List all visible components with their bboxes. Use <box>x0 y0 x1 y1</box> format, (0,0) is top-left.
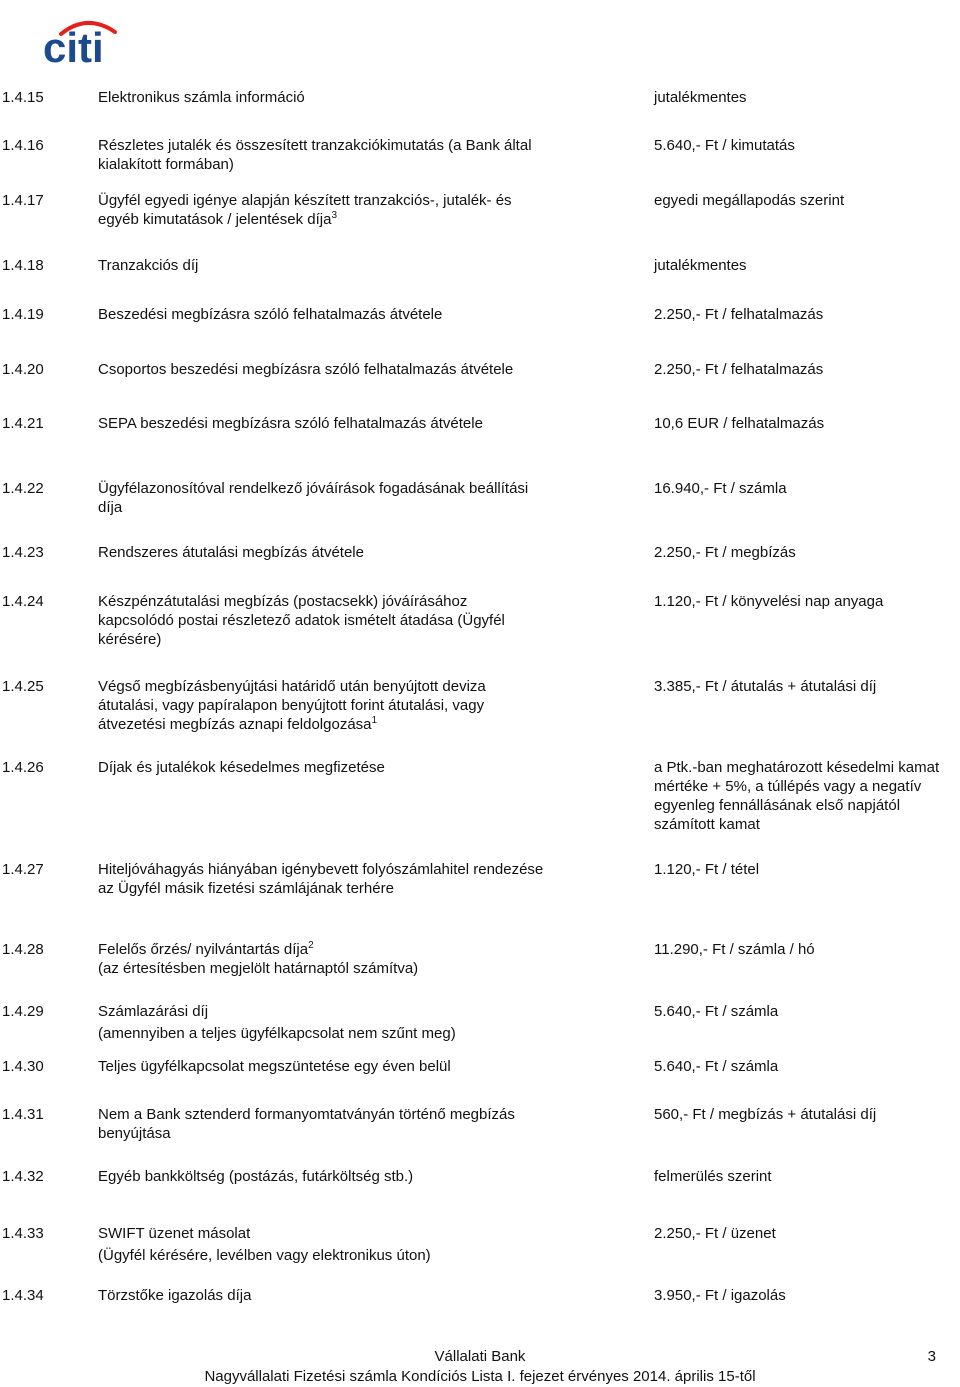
description-line: átvezetési megbízás aznapi feldolgozása <box>98 716 372 733</box>
item-fee <box>654 305 960 324</box>
item-fee <box>654 88 960 107</box>
description-line: Készpénzátutalási megbízás (postacsekk) jóváírásához <box>98 593 468 610</box>
item-description <box>98 136 578 174</box>
item-description <box>98 360 578 379</box>
description-line: (az értesítésben megjelölt határnaptól számítva) <box>98 960 419 977</box>
item-fee <box>654 1167 960 1186</box>
description-line: (amennyiben a teljes ügyfélkapcsolat nem szűnt meg) <box>98 1025 456 1042</box>
item-description <box>98 860 578 898</box>
item-number: 1.4.26 <box>2 759 44 776</box>
item-description <box>98 1224 578 1265</box>
item-fee <box>654 136 960 155</box>
item-description <box>98 758 578 777</box>
footer-page-number: 3 <box>927 1348 936 1365</box>
item-description <box>98 1167 578 1186</box>
fee-line: a Ptk.-ban meghatározott késedelmi kamat <box>654 759 940 776</box>
item-description <box>98 1057 578 1076</box>
item-number: 1.4.21 <box>2 415 44 432</box>
citi-logo-text: citi <box>43 24 104 64</box>
item-fee <box>654 1002 960 1021</box>
description-line: Végső megbízásbenyújtási határidő után benyújtott deviza <box>98 678 486 695</box>
fee-line: 11.290,- Ft / számla / hó <box>654 941 815 958</box>
item-number: 1.4.34 <box>2 1287 44 1304</box>
item-description <box>98 191 578 229</box>
fee-line: 10,6 EUR / felhatalmazás <box>654 415 825 432</box>
fee-line: 3.385,- Ft / átutalás + átutalási díj <box>654 678 877 695</box>
description-line: Hiteljóváhagyás hiányában igénybevett folyószámlahitel rendezése <box>98 861 544 878</box>
item-number: 1.4.18 <box>2 257 44 274</box>
item-fee <box>654 677 960 696</box>
footnote-mark: 3 <box>331 210 338 221</box>
fee-line: 5.640,- Ft / kimutatás <box>654 137 795 154</box>
item-description <box>98 305 578 324</box>
item-number: 1.4.19 <box>2 306 44 323</box>
fee-line: felmerülés szerint <box>654 1168 772 1185</box>
item-fee <box>654 543 960 562</box>
item-fee <box>654 360 960 379</box>
footer-document-title: Nagyvállalati Fizetési számla Kondíciós Lista I. fejezet érvényes 2014. április 15-től <box>204 1368 756 1385</box>
item-fee <box>654 1286 960 1305</box>
item-number: 1.4.27 <box>2 861 44 878</box>
item-description <box>98 1105 578 1143</box>
fee-line: 1.120,- Ft / tétel <box>654 861 760 878</box>
item-fee <box>654 1105 960 1124</box>
description-line: Felelős őrzés/ nyilvántartás díja <box>98 941 309 958</box>
item-fee <box>654 191 960 210</box>
item-number: 1.4.28 <box>2 941 44 958</box>
item-fee <box>654 256 960 275</box>
description-line: kapcsolódó postai részletező adatok ismételt átadása (Ügyfél <box>98 612 505 629</box>
description-line: díja <box>98 499 123 516</box>
item-number: 1.4.33 <box>2 1225 44 1242</box>
description-line: Tranzakciós díj <box>98 257 199 274</box>
item-description <box>98 479 578 517</box>
description-line: benyújtása <box>98 1125 171 1142</box>
citi-logo <box>43 12 121 64</box>
item-number: 1.4.32 <box>2 1168 44 1185</box>
description-line: SWIFT üzenet másolat <box>98 1225 251 1242</box>
item-fee <box>654 592 960 611</box>
item-description <box>98 1002 578 1043</box>
footer-bank-name: Vállalati Bank <box>434 1348 526 1365</box>
item-description <box>98 940 578 978</box>
item-description <box>98 88 578 107</box>
item-fee <box>654 479 960 498</box>
description-line: Egyéb bankköltség (postázás, futárköltség stb.) <box>98 1168 414 1185</box>
fee-line: 5.640,- Ft / számla <box>654 1058 779 1075</box>
item-description <box>98 256 578 275</box>
item-number: 1.4.20 <box>2 361 44 378</box>
description-line: Nem a Bank sztenderd formanyomtatványán történő megbízás <box>98 1106 515 1123</box>
description-line: az Ügyfél másik fizetési számlájának terhére <box>98 880 394 897</box>
item-number: 1.4.23 <box>2 544 44 561</box>
fee-line: egyedi megállapodás szerint <box>654 192 845 209</box>
fee-line: 560,- Ft / megbízás + átutalási díj <box>654 1106 877 1123</box>
fee-line: 1.120,- Ft / könyvelési nap anyaga <box>654 593 884 610</box>
footnote-mark: 1 <box>371 715 378 726</box>
description-line: egyéb kimutatások / jelentések díja <box>98 211 332 228</box>
item-number: 1.4.24 <box>2 593 44 610</box>
item-number: 1.4.15 <box>2 89 44 106</box>
fee-line: 5.640,- Ft / számla <box>654 1003 779 1020</box>
description-line: Díjak és jutalékok késedelmes megfizetése <box>98 759 385 776</box>
fee-line: 2.250,- Ft / felhatalmazás <box>654 306 824 323</box>
item-number: 1.4.25 <box>2 678 44 695</box>
description-line: SEPA beszedési megbízásra szóló felhatalmazás átvétele <box>98 415 483 432</box>
item-number: 1.4.31 <box>2 1106 44 1123</box>
description-line: Számlazárási díj <box>98 1003 209 1020</box>
fee-line: számított kamat <box>654 816 760 833</box>
item-fee <box>654 758 960 834</box>
fee-line: 2.250,- Ft / megbízás <box>654 544 796 561</box>
description-line: Elektronikus számla információ <box>98 89 305 106</box>
description-line: Törzstőke igazolás díja <box>98 1287 252 1304</box>
footnote-mark: 2 <box>308 940 314 951</box>
fee-line: 2.250,- Ft / felhatalmazás <box>654 361 824 378</box>
item-fee <box>654 1057 960 1076</box>
description-line: Ügyfél egyedi igénye alapján készített tranzakciós-, jutalék- és <box>98 192 512 209</box>
description-line: Ügyfélazonosítóval rendelkező jóváírások fogadásának beállítási <box>98 480 529 497</box>
description-line: Csoportos beszedési megbízásra szóló felhatalmazás átvétele <box>98 361 514 378</box>
fee-line: 16.940,- Ft / számla <box>654 480 787 497</box>
fee-line: mértéke + 5%, a túllépés vagy a negatív <box>654 778 922 795</box>
fee-line: 2.250,- Ft / üzenet <box>654 1225 776 1242</box>
description-line: Részletes jutalék és összesített tranzakciókimutatás (a Bank által <box>98 137 532 154</box>
description-line: kialakított formában) <box>98 156 234 173</box>
item-description <box>98 592 578 649</box>
item-description <box>98 414 578 433</box>
item-description <box>98 677 578 734</box>
description-line: Rendszeres átutalási megbízás átvétele <box>98 544 364 561</box>
item-fee <box>654 940 960 959</box>
description-line: kérésére) <box>98 631 162 648</box>
item-number: 1.4.17 <box>2 192 44 209</box>
item-fee <box>654 860 960 879</box>
item-number: 1.4.22 <box>2 480 44 497</box>
description-line: Teljes ügyfélkapcsolat megszüntetése egy éven belül <box>98 1058 451 1075</box>
fee-line: 3.950,- Ft / igazolás <box>654 1287 786 1304</box>
description-line: (Ügyfél kérésére, levélben vagy elektronikus úton) <box>98 1247 431 1264</box>
description-line: átutalási, vagy papíralapon benyújtott forint átutalási, vagy <box>98 697 485 714</box>
item-number: 1.4.30 <box>2 1058 44 1075</box>
item-fee <box>654 1224 960 1243</box>
item-description <box>98 1286 578 1305</box>
fee-line: egyenleg fennállásának első napjától <box>654 797 901 814</box>
item-description <box>98 543 578 562</box>
item-number: 1.4.29 <box>2 1003 44 1020</box>
item-number: 1.4.16 <box>2 137 44 154</box>
fee-line: jutalékmentes <box>654 257 747 274</box>
fee-line: jutalékmentes <box>654 89 747 106</box>
description-line: Beszedési megbízásra szóló felhatalmazás átvétele <box>98 306 443 323</box>
item-fee <box>654 414 960 433</box>
